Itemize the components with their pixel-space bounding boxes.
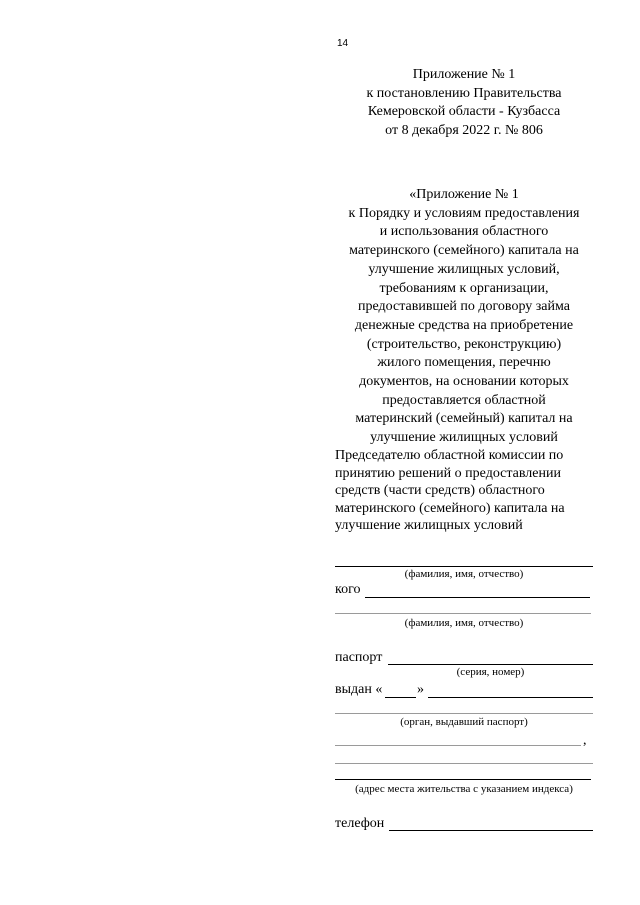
appendix-line: к постановлению Правительства bbox=[366, 85, 562, 101]
addressee-line: улучшение жилищных условий bbox=[335, 518, 523, 533]
annex-header bbox=[335, 186, 593, 448]
annex-line: требованиям к организации, bbox=[379, 280, 549, 296]
from-line-2[interactable] bbox=[335, 613, 591, 614]
annex-line: жилого помещения, перечню bbox=[377, 355, 551, 371]
from-line[interactable] bbox=[365, 597, 590, 598]
addressee-line: средств (части средств) областного bbox=[335, 483, 545, 498]
from-label: кого bbox=[335, 582, 361, 597]
series-caption: (серия, номер) bbox=[456, 666, 525, 678]
address-line-2[interactable] bbox=[335, 763, 593, 764]
address-caption: (адрес места жительства с указанием индекса) bbox=[355, 783, 573, 795]
appendix-line: от 8 декабря 2022 г. № 806 bbox=[385, 122, 543, 138]
fio-caption: (фамилия, имя, отчество) bbox=[404, 568, 524, 580]
addressee-line: принятию решений о предоставлении bbox=[335, 465, 561, 481]
annex-line: к Порядку и условиям предоставления bbox=[348, 205, 580, 221]
issued-day-line[interactable] bbox=[385, 697, 416, 698]
address-comma: , bbox=[583, 733, 587, 748]
annex-line: предоставившей по договору займа bbox=[358, 299, 570, 315]
passport-line[interactable] bbox=[388, 664, 593, 665]
page-number: 14 bbox=[337, 38, 349, 49]
phone-line[interactable] bbox=[389, 830, 593, 831]
annex-line: предоставляется областной bbox=[382, 392, 546, 408]
annex-line: улучшение жилищных условий bbox=[370, 430, 558, 446]
issuer-caption: (орган, выдавший паспорт) bbox=[400, 716, 528, 728]
annex-line: (строительство, реконструкцию) bbox=[366, 336, 562, 352]
address-line-3[interactable] bbox=[335, 779, 591, 780]
addressee-block bbox=[335, 447, 595, 535]
addressee-line: Председателю областной комиссии по bbox=[335, 448, 564, 463]
annex-line: документов, на основании которых bbox=[359, 374, 569, 390]
passport-label: паспорт bbox=[335, 650, 383, 665]
issued-date-line[interactable] bbox=[428, 697, 593, 698]
fio-line[interactable] bbox=[335, 566, 593, 567]
issuer-line[interactable] bbox=[335, 713, 593, 714]
annex-line: «Приложение № 1 bbox=[409, 187, 519, 202]
annex-line: материнского (семейного) капитала на bbox=[349, 243, 579, 259]
address-line-1[interactable] bbox=[335, 745, 581, 746]
issued-label-close: » bbox=[417, 682, 424, 697]
issued-label: выдан « bbox=[335, 682, 383, 697]
annex-line: материнский (семейный) капитал на bbox=[355, 411, 573, 427]
appendix-line: Кемеровской области - Кузбасса bbox=[367, 104, 561, 119]
annex-line: денежные средства на приобретение bbox=[354, 317, 574, 333]
phone-label: телефон bbox=[335, 816, 385, 831]
appendix-line: Приложение № 1 bbox=[412, 67, 516, 82]
annex-line: улучшение жилищных условий, bbox=[368, 261, 560, 277]
fio-caption-2: (фамилия, имя, отчество) bbox=[404, 617, 524, 629]
addressee-line: материнского (семейного) капитала на bbox=[335, 500, 565, 516]
appendix-header bbox=[335, 66, 593, 140]
annex-line: и использования областного bbox=[379, 224, 549, 240]
